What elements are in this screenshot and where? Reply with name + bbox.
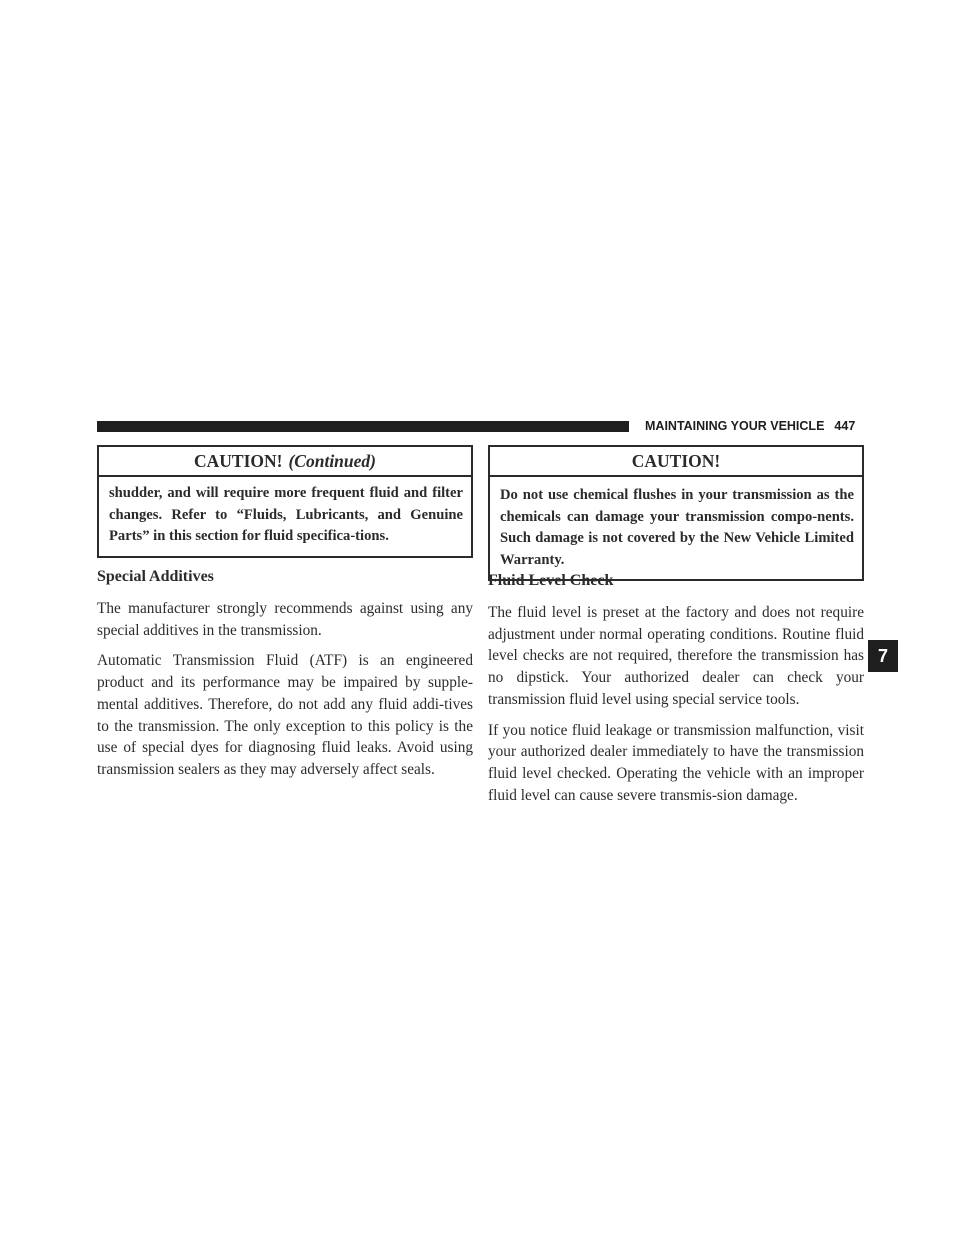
paragraph: If you notice fluid leakage or transmission malfunction, visit your authorized dealer immediately to have the transmission fluid level checked. Operating the vehicle with an improper fluid level can cause severe transmis-sion damage. [488, 721, 864, 804]
section-heading-special-additives: Special Additives [97, 568, 214, 585]
section-title: MAINTAINING YOUR VEHICLE [645, 419, 825, 433]
caution-continued: (Continued) [288, 451, 376, 471]
caution-title: CAUTION! (Continued) [99, 447, 471, 477]
caution-box [488, 445, 864, 581]
caution-body: shudder, and will require more frequent fluid and filter changes. Refer to “Fluids, Lubricants, and Genuine Parts” in this section for fluid specifica-tions. [109, 485, 463, 544]
caution-body: Do not use chemical flushes in your transmission as the chemicals can damage your transmission compo-nents. Such damage is not covered by the New Vehicle Limited Warranty. [500, 487, 854, 568]
header-rule [97, 421, 629, 432]
section-heading-fluid-level-check: Fluid Level Check [488, 572, 614, 589]
page-header [645, 418, 865, 434]
caution-box-continued [97, 445, 473, 558]
paragraph: The manufacturer strongly recommends against using any special additives in the transmission. [97, 600, 473, 639]
paragraph: The fluid level is preset at the factory and does not require adjustment under normal operating conditions. Routine fluid level checks are not required, therefore the transmission has no dipstick. Your authorized dealer can check your transmission fluid level using special service tools. [488, 604, 864, 708]
paragraph: Automatic Transmission Fluid (ATF) is an engineered product and its performance may be impaired by supple-mental additives. Therefore, do not add any fluid addi-tives to the transmission. The only exception to this policy is the use of special dyes for diagnosing fluid leaks. Avoid using transmission sealers as they may adversely affect seals. [97, 652, 473, 778]
page-number: 447 [834, 419, 856, 433]
left-column [97, 566, 473, 790]
caution-title: CAUTION! [490, 447, 862, 477]
chapter-tab: 7 [868, 640, 898, 672]
right-column [488, 570, 864, 815]
